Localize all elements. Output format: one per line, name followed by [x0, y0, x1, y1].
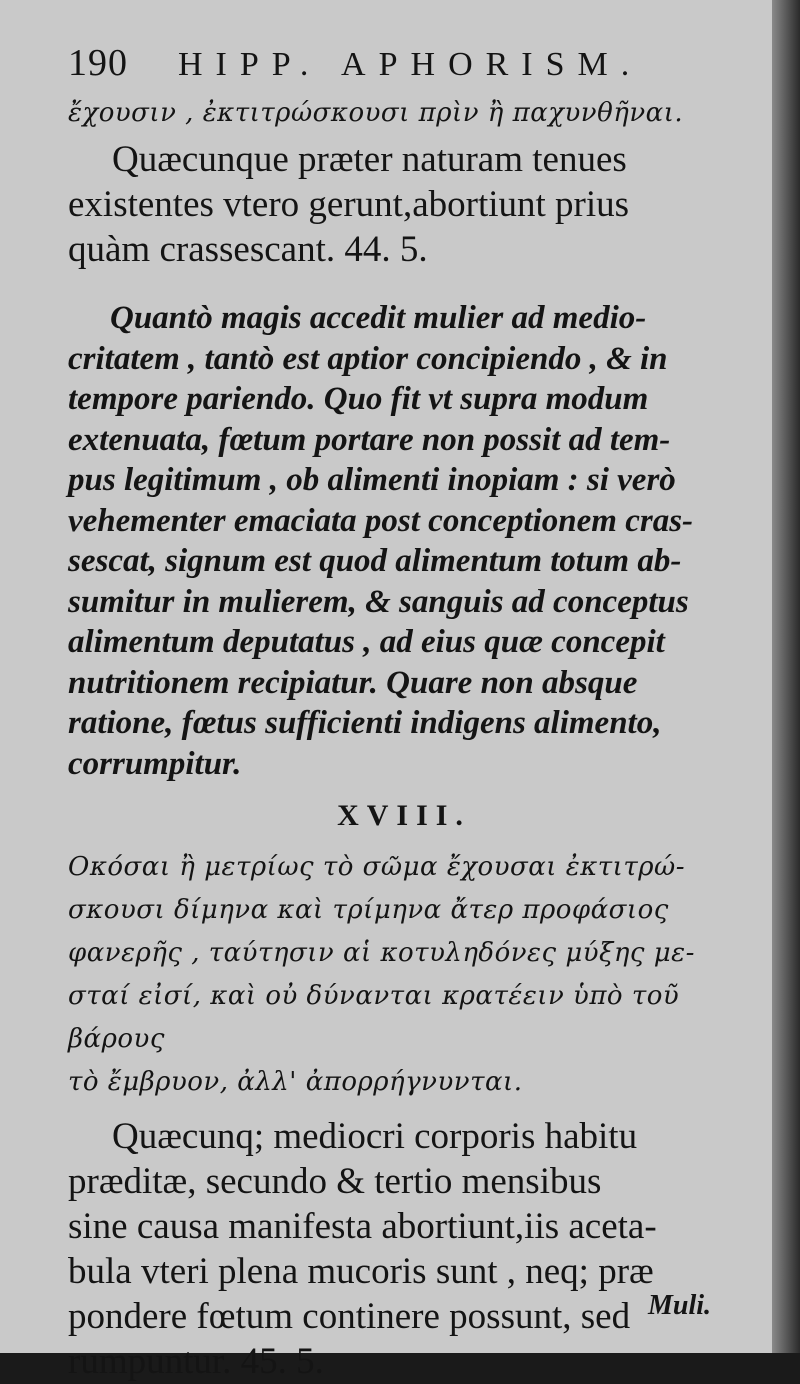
latin-aphorism-45	[68, 1114, 740, 1384]
text-line: præditæ, secundo & tertio mensibus	[68, 1161, 602, 1202]
latin-aphorism-44	[68, 137, 740, 272]
text-line: Οκόσαι ἢ μετρίως τὸ σῶμα ἔχουσαι ἐκτιτρώ-	[68, 852, 686, 882]
text-line: alimentum deputatus , ad eius quæ concepit	[68, 624, 665, 660]
text-line: sescat, signum est quod alimentum totum ab-	[68, 543, 682, 579]
text-line: tempore pariendo. Quo fit vt supra modum	[68, 381, 649, 417]
greek-carryover-line: ἔχουσιν , ἐκτιτρώσκουσι πρὶν ἢ παχυνθῆναι.	[68, 98, 684, 128]
text-line: critatem , tantò est aptior concipiendo , & in	[68, 340, 668, 377]
text-line: Quæcunque præter naturam tenues	[112, 139, 627, 180]
text-line: τὸ ἔμβρυον, ἀλλ' ἀπορρήγνυνται.	[68, 1067, 523, 1097]
text-line: bula vteri plena mucoris sunt , neq; præ	[68, 1251, 654, 1292]
text-line: φανερῆς , ταύτησιν αἱ κοτυληδόνες μύξης με-	[68, 938, 695, 968]
text-line: rumpuntur. 45. 5.	[68, 1341, 324, 1382]
text-line: extenuata, fœtum portare non possit ad tem-	[68, 421, 671, 458]
page-content	[68, 40, 740, 1384]
text-line: ratione, fœtus sufficienti indigens alimento,	[68, 705, 662, 741]
page-edge-shadow	[772, 0, 800, 1353]
text-line: σταί εἰσί, καὶ οὐ δύνανται κρατέειν ὑπὸ τοῦ βάρους	[68, 981, 680, 1054]
text-line: Quantò magis accedit mulier ad medio-	[110, 300, 647, 336]
text-line: nutritionem recipiatur. Quare non absque	[68, 664, 638, 701]
greek-aphorism	[68, 846, 740, 1104]
text-line: vehementer emaciata post conceptionem cras-	[68, 502, 694, 539]
catchword: Muli.	[648, 1290, 712, 1321]
page-header	[68, 40, 740, 88]
commentary-paragraph	[68, 298, 740, 784]
text-line: sine causa manifesta abortiunt,iis aceta-	[68, 1206, 657, 1247]
page-number: 190	[68, 42, 128, 84]
running-title: HIPP. APHORISM.	[178, 46, 643, 83]
text-line: sumitur in mulierem, & sanguis ad conceptus	[68, 583, 689, 620]
section-number: XVIII.	[337, 799, 471, 832]
text-line: pondere fœtum continere possunt, sed	[68, 1296, 631, 1337]
text-line: quàm crassescant. 44. 5.	[68, 229, 428, 270]
text-line: Quæcunq; mediocri corporis habitu	[112, 1116, 638, 1157]
text-line: σκουσι δίμηνα καὶ τρίμηνα ἄτερ προφάσιος	[68, 895, 669, 925]
text-line: pus legitimum , ob alimenti inopiam : si verò	[68, 462, 676, 498]
text-line: corrumpitur.	[68, 745, 242, 782]
text-line: existentes vtero gerunt,abortiunt prius	[68, 184, 630, 225]
